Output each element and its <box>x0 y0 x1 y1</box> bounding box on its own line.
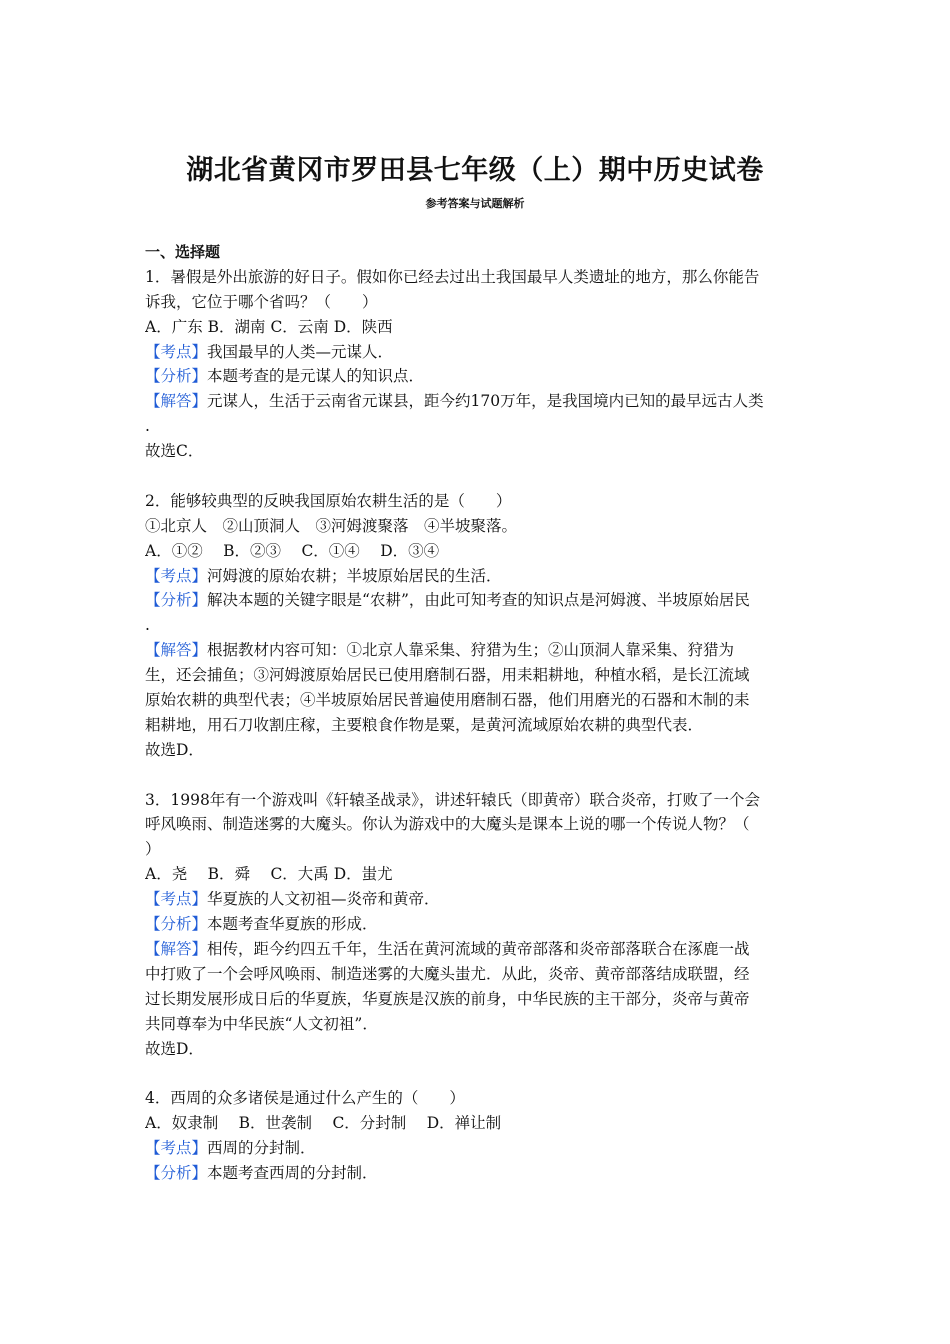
q2-jieda <box>145 638 815 663</box>
fenxi-tag: 【分析】 <box>145 591 208 610</box>
q3-kaodian-text: 华夏族的人文初祖—炎帝和黄帝． <box>207 890 440 909</box>
q2-fenxi-text: 解决本题的关键字眼是“农耕”，由此可知考查的知识点是河姆渡、半坡原始居民 <box>207 591 750 610</box>
jieda-tag: 【解答】 <box>145 641 208 660</box>
q2-jieda-text: 根据教材内容可知：①北京人靠采集、狩猎为生；②山顶洞人靠采集、狩猎为 <box>207 641 735 660</box>
jieda-tag: 【解答】 <box>145 939 208 958</box>
q1-stem-line2: 诉我，它位于哪个省吗？（ ） <box>145 292 378 311</box>
q2-answer: 故选D． <box>145 740 204 759</box>
spacer <box>145 763 815 788</box>
spacer <box>145 1061 815 1086</box>
q3-fenxi-text: 本题考查华夏族的形成． <box>207 915 378 934</box>
kaodian-tag: 【考点】 <box>145 890 208 909</box>
q3-stem-line3: ） <box>145 840 161 859</box>
q1-jieda <box>145 389 815 414</box>
q2-jieda-line4: 耜耕地，用石刀收割庄稼，主要粮食作物是粟，是黄河流域原始农耕的典型代表． <box>145 715 704 734</box>
q1-kaodian-text: 我国最早的人类—元谋人． <box>207 342 394 361</box>
section-heading: 一、选择题 <box>145 243 221 261</box>
q2-fenxi <box>145 588 815 613</box>
q1-fenxi-text: 本题考查的是元谋人的知识点． <box>207 367 425 386</box>
q4-stem: 4．西周的众多诸侯是通过什么产生的（ ） <box>145 1089 465 1108</box>
kaodian-tag: 【考点】 <box>145 1139 208 1158</box>
q2-stem: 2．能够较典型的反映我国原始农耕生活的是（ ） <box>145 491 512 510</box>
q3-jieda-line2: 中打败了一个会呼风唤雨、制造迷雾的大魔头蚩尤．从此，炎帝、黄帝部落结成联盟，经 <box>145 964 750 983</box>
q2-jieda-line2: 生，还会捕鱼；③河姆渡原始居民已使用磨制石器，用耒耜耕地，种植水稻，是长江流域 <box>145 666 750 685</box>
kaodian-tag: 【考点】 <box>145 566 208 585</box>
q1-stem-line1: 1．暑假是外出旅游的好日子。假如你已经去过出土我国最早人类遗址的地方，那么你能告 <box>145 267 760 286</box>
page-subtitle: 参考答案与试题解析 <box>425 197 525 210</box>
q3-stem-line1: 3．1998年有一个游戏叫《轩辕圣战录》，讲述轩辕氏（即黄帝）联合炎帝，打败了一个会 <box>145 790 761 809</box>
q4-options: A．奴隶制 B．世袭制 C．分封制 D．禅让制 <box>145 1114 502 1133</box>
q1-jieda-text: 元谋人，生活于云南省元谋县，距今约170万年，是我国境内已知的最早远古人类 <box>207 392 764 411</box>
document-body <box>145 240 815 1186</box>
q3-answer: 故选D． <box>145 1039 204 1058</box>
q2-kaodian <box>145 564 815 589</box>
kaodian-tag: 【考点】 <box>145 342 208 361</box>
q4-kaodian <box>145 1136 815 1161</box>
q3-jieda-line3: 过长期发展形成日后的华夏族，华夏族是汉族的前身，中华民族的主干部分，炎帝与黄帝 <box>145 989 750 1008</box>
q1-fenxi <box>145 364 815 389</box>
q4-fenxi <box>145 1161 815 1186</box>
fenxi-tag: 【分析】 <box>145 367 208 386</box>
fenxi-tag: 【分析】 <box>145 1163 208 1182</box>
page-title: 湖北省黄冈市罗田县七年级（上）期中历史试卷 <box>186 155 764 186</box>
q3-kaodian <box>145 887 815 912</box>
q3-jieda-text: 相传，距今约四五千年，生活在黄河流域的黄帝部落和炎帝部落联合在涿鹿一战 <box>207 939 750 958</box>
q1-answer: 故选C． <box>145 442 204 461</box>
fenxi-tag: 【分析】 <box>145 915 208 934</box>
q1-options: A．广东 B．湖南 C．云南 D．陕西 <box>145 317 393 336</box>
q2-jieda-line3: 原始农耕的典型代表；④半坡原始居民普遍使用磨制石器，他们用磨光的石器和木制的耒 <box>145 691 750 710</box>
q3-options: A．尧 B．舜 C．大禹 D．蚩尤 <box>145 865 393 884</box>
q2-options: A．①② B．②③ C．①④ D．③④ <box>145 541 440 560</box>
q3-stem-line2: 呼风唤雨、制造迷雾的大魔头。你认为游戏中的大魔头是课本上说的哪一个传说人物？（ <box>145 815 750 834</box>
q4-fenxi-text: 本题考查西周的分封制． <box>207 1163 378 1182</box>
q2-items: ①北京人 ②山顶洞人 ③河姆渡聚落 ④半坡聚落。 <box>145 516 518 535</box>
q1-kaodian <box>145 340 815 365</box>
q3-jieda-line4: 共同尊奉为中华民族“人文初祖”． <box>145 1014 378 1033</box>
q1-jieda-line2: . <box>145 417 150 436</box>
q4-kaodian-text: 西周的分封制． <box>207 1139 316 1158</box>
q3-fenxi <box>145 912 815 937</box>
q2-fenxi-line2: . <box>145 616 150 635</box>
q3-jieda <box>145 937 815 962</box>
q2-kaodian-text: 河姆渡的原始农耕；半坡原始居民的生活． <box>207 566 502 585</box>
jieda-tag: 【解答】 <box>145 392 208 411</box>
spacer <box>145 464 815 489</box>
